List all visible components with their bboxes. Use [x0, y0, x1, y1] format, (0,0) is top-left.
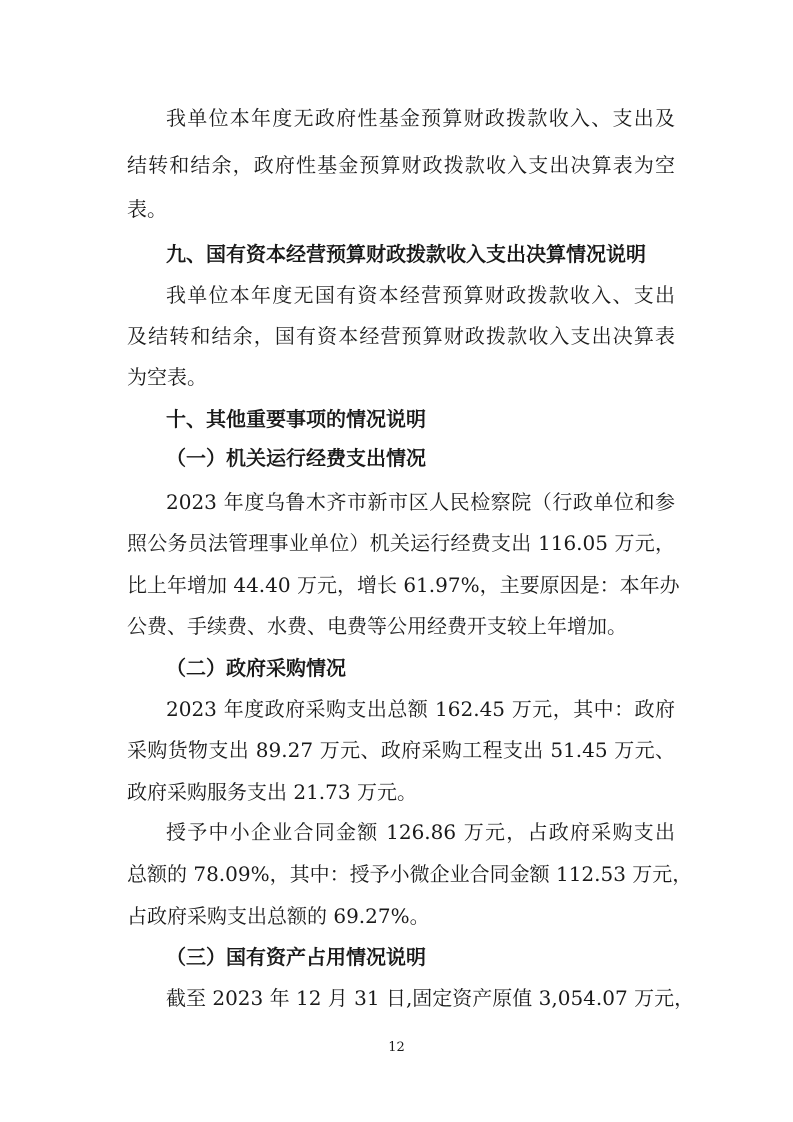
- paragraph-line: 公费、手续费、水费、电费等公用经费开支较上年增加。: [127, 614, 627, 638]
- paragraph-line: 我单位本年度无国有资本经营预算财政拨款收入、支出: [166, 283, 675, 307]
- subsection-heading: （二）政府采购情况: [166, 656, 346, 680]
- paragraph-line: 截至 2023 年 12 月 31 日,固定资产原值 3,054.07 万元，: [166, 986, 695, 1010]
- paragraph-line: 为空表。: [127, 365, 207, 389]
- paragraph-line: 授予中小企业合同金额 126.86 万元，占政府采购支出: [166, 820, 675, 844]
- subsection-heading: （三）国有资产占用情况说明: [166, 945, 426, 969]
- paragraph-line: 总额的 78.09%，其中：授予小微企业合同金额 112.53 万元，: [127, 862, 693, 886]
- paragraph-line: 占政府采购支出总额的 69.27%。: [127, 904, 430, 928]
- paragraph-line: 我单位本年度无政府性基金预算财政拨款收入、支出及: [166, 106, 675, 130]
- paragraph-line: 照公务员法管理事业单位）机关运行经费支出 116.05 万元，: [127, 531, 675, 555]
- paragraph-line: 结转和结余，政府性基金预算财政拨款收入支出决算表为空: [127, 153, 675, 177]
- page-number: 12: [388, 1040, 405, 1055]
- paragraph-line: 采购货物支出 89.27 万元、政府采购工程支出 51.45 万元、: [127, 738, 675, 762]
- section-heading: 九、国有资本经营预算财政拨款收入支出决算情况说明: [166, 242, 646, 266]
- paragraph-line: 表。: [127, 197, 167, 221]
- paragraph-line: 2023 年度乌鲁木齐市新市区人民检察院（行政单位和参: [166, 490, 675, 514]
- paragraph-line: 2023 年度政府采购支出总额 162.45 万元，其中：政府: [166, 697, 675, 721]
- paragraph-line: 比上年增加 44.40 万元，增长 61.97%，主要原因是：本年办: [127, 573, 680, 597]
- section-heading: 十、其他重要事项的情况说明: [166, 407, 426, 431]
- paragraph-line: 及结转和结余，国有资本经营预算财政拨款收入支出决算表: [127, 324, 675, 348]
- subsection-heading: （一）机关运行经费支出情况: [166, 446, 426, 470]
- paragraph-line: 政府采购服务支出 21.73 万元。: [127, 780, 417, 804]
